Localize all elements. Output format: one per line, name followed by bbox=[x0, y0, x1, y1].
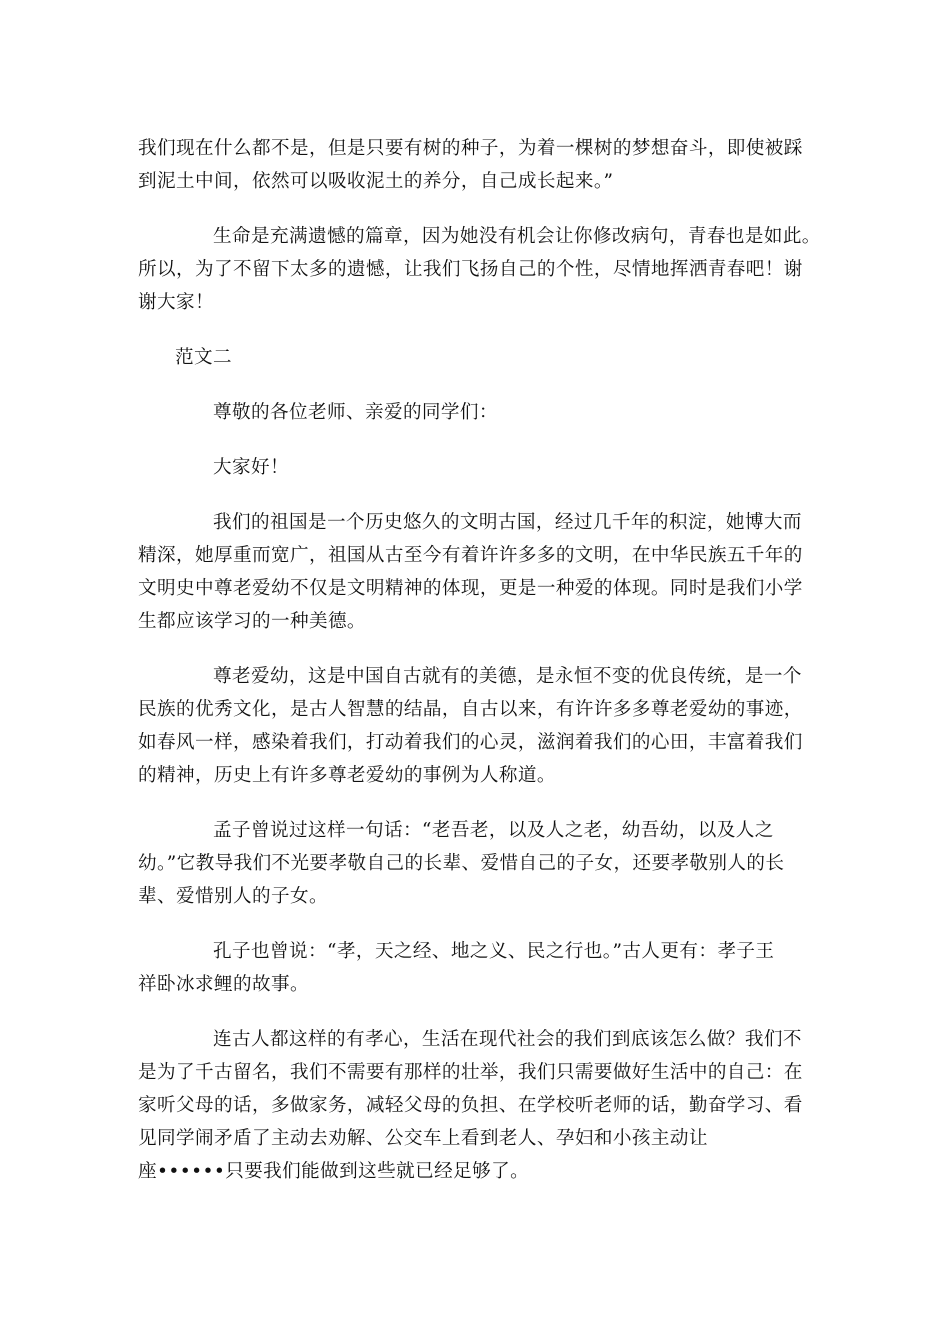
text-line: 生都应该学习的一种美德。 bbox=[138, 611, 366, 632]
text-line: 如春风一样，感染着我们，打动着我们的心灵，滋润着我们的心田，丰富着我们 bbox=[138, 732, 803, 753]
body-paragraph bbox=[138, 814, 814, 913]
text-line: 文明史中尊老爱幼不仅是文明精神的体现，更是一种爱的体现。同时是我们小学 bbox=[138, 578, 803, 599]
text-line: 我们的祖国是一个历史悠久的文明古国，经过几千年的积淀，她博大而 bbox=[213, 512, 802, 533]
text-line: 孔子也曾说：“孝，天之经、地之义、民之行也。”古人更有：孝子王 bbox=[213, 941, 775, 962]
text-line: 精深，她厚重而宽广，祖国从古至今有着许许多多的文明，在中华民族五千年的 bbox=[138, 545, 803, 566]
text-line: 座••••••只要我们能做到这些就已经足够了。 bbox=[138, 1161, 530, 1182]
text-line: 辈、爱惜别人的子女。 bbox=[138, 886, 328, 907]
section-title: 范文二 bbox=[175, 347, 232, 368]
text-line: 尊老爱幼，这是中国自古就有的美德，是永恒不变的优良传统，是一个 bbox=[213, 666, 802, 687]
text-line: 孟子曾说过这样一句话：“老吾老，以及人之老，幼吾幼，以及人之 bbox=[213, 820, 774, 841]
paragraph-conclusion bbox=[138, 220, 821, 319]
text-line: 家听父母的话，多做家务，减轻父母的负担、在学校听老师的话，勤奋学习、看 bbox=[138, 1095, 803, 1116]
text-line: 的精神，历史上有许多尊老爱幼的事例为人称道。 bbox=[138, 765, 556, 786]
greeting: 大家好！ bbox=[213, 457, 289, 478]
text-line: 幼。”它教导我们不光要孝敬自己的长辈、爱惜自己的子女，还要孝敬别人的长 bbox=[138, 853, 785, 874]
text-line: 连古人都这样的有孝心，生活在现代社会的我们到底该怎么做？我们不 bbox=[213, 1029, 802, 1050]
text-line: 到泥土中间，依然可以吸收泥土的养分，自己成长起来。” bbox=[138, 171, 614, 192]
text-line: 祥卧冰求鲤的故事。 bbox=[138, 974, 309, 995]
salutation: 尊敬的各位老师、亲爱的同学们： bbox=[213, 402, 498, 423]
paragraph-intro-closing bbox=[138, 132, 814, 198]
text-line: 是为了千古留名，我们不需要有那样的壮举，我们只需要做好生活中的自己：在 bbox=[138, 1062, 803, 1083]
document-body bbox=[138, 132, 821, 1210]
body-paragraph bbox=[138, 935, 814, 1001]
text-line: 生命是充满遗憾的篇章，因为她没有机会让你修改病句，青春也是如此。 bbox=[213, 226, 821, 247]
text-line: 民族的优秀文化，是古人智慧的结晶，自古以来，有许许多多尊老爱幼的事迹， bbox=[138, 699, 803, 720]
text-line: 我们现在什么都不是，但是只要有树的种子，为着一棵树的梦想奋斗，即使被踩 bbox=[138, 138, 803, 159]
text-line: 见同学闹矛盾了主动去劝解、公交车上看到老人、孕妇和小孩主动让 bbox=[138, 1128, 708, 1149]
text-line: 谢大家！ bbox=[138, 292, 214, 313]
text-line: 所以，为了不留下太多的遗憾，让我们飞扬自己的个性，尽情地挥洒青春吧！谢 bbox=[138, 259, 803, 280]
body-paragraph bbox=[138, 660, 814, 792]
body-paragraph bbox=[138, 506, 814, 638]
body-paragraph bbox=[138, 1023, 814, 1188]
